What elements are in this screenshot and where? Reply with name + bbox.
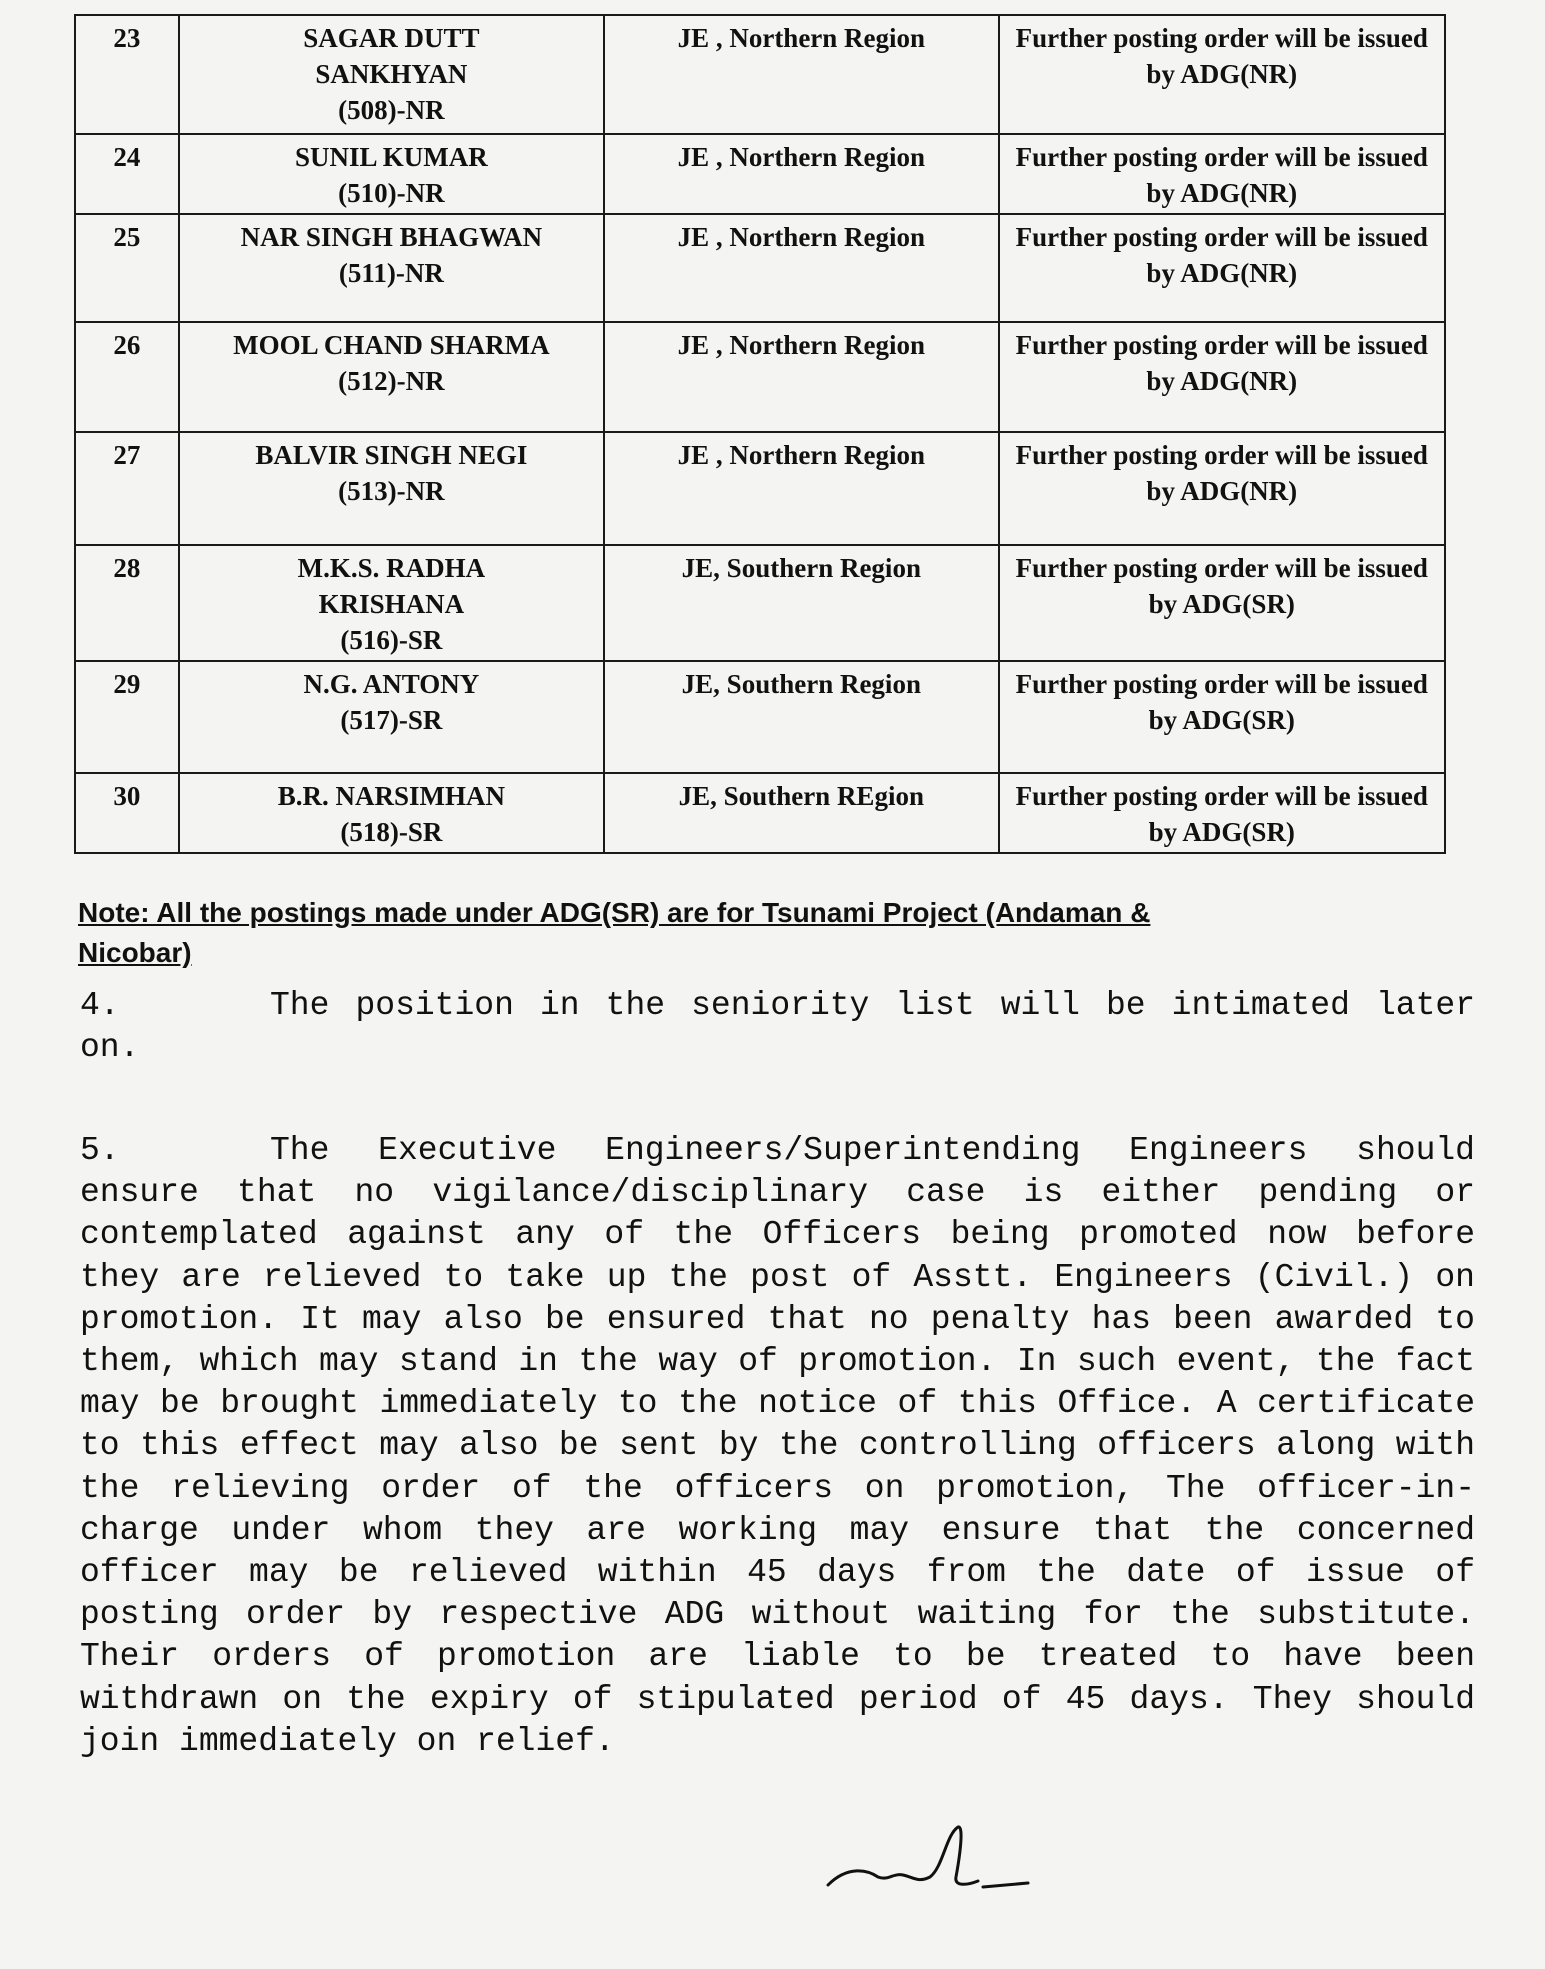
officer-name-cell — [179, 15, 604, 134]
officer-code: (511)-NR — [338, 258, 444, 288]
officer-name-cell — [179, 322, 604, 432]
post-cell: JE , Northern Region — [604, 322, 999, 432]
row-number: 24 — [75, 134, 179, 214]
row-number: 27 — [75, 432, 179, 545]
officer-name-cell — [179, 134, 604, 214]
officer-code: (510)-NR — [338, 178, 445, 208]
row-number: 28 — [75, 545, 179, 661]
post-cell: JE, Southern Region — [604, 661, 999, 773]
officer-name: BALVIR SINGH NEGI — [255, 440, 528, 470]
table-row — [75, 214, 1445, 322]
row-number: 25 — [75, 214, 179, 322]
post-cell: JE , Northern Region — [604, 134, 999, 214]
officer-code: (517)-SR — [340, 705, 443, 735]
row-number: 23 — [75, 15, 179, 134]
post-cell: JE, Southern REgion — [604, 773, 999, 853]
remark-cell: Further posting order will be issued by ADG(NR) — [999, 322, 1445, 432]
paragraph-number: 4. — [80, 987, 120, 1024]
officer-name: M.K.S. RADHA KRISHANA — [297, 553, 486, 619]
officer-name-cell — [179, 214, 604, 322]
remark-cell: Further posting order will be issued by ADG(NR) — [999, 134, 1445, 214]
officer-name: SUNIL KUMAR — [294, 142, 488, 172]
officer-code: (512)-NR — [338, 366, 445, 396]
officer-code: (516)-SR — [340, 625, 443, 655]
post-cell: JE , Northern Region — [604, 214, 999, 322]
remark-cell: Further posting order will be issued by ADG(SR) — [999, 773, 1445, 853]
officer-name: SAGAR DUTT SANKHYAN — [303, 23, 480, 89]
officer-code: (518)-SR — [340, 817, 443, 847]
officer-name-cell — [179, 773, 604, 853]
officer-name: NAR SINGH BHAGWAN — [240, 222, 543, 252]
tsunami-project-note: Note: All the postings made under ADG(SR) are for Tsunami Project (Andaman & Nicobar) — [78, 897, 1151, 968]
officer-name-cell — [179, 432, 604, 545]
paragraph-5 — [80, 1130, 1475, 1763]
paragraph-text: The position in the seniority list will be intimated later on. — [80, 987, 1475, 1067]
row-number: 29 — [75, 661, 179, 773]
table-row — [75, 545, 1445, 661]
postings-table-body — [75, 15, 1445, 853]
paragraph-4 — [80, 985, 1475, 1069]
officer-name: B.R. NARSIMHAN — [277, 781, 505, 811]
officer-name-cell — [179, 545, 604, 661]
row-number: 26 — [75, 322, 179, 432]
remark-cell: Further posting order will be issued by ADG(NR) — [999, 432, 1445, 545]
officer-name: MOOL CHAND SHARMA — [233, 330, 550, 360]
remark-cell: Further posting order will be issued by ADG(NR) — [999, 214, 1445, 322]
officer-name: N.G. ANTONY — [303, 669, 480, 699]
table-row — [75, 15, 1445, 134]
table-row — [75, 322, 1445, 432]
handwritten-signature — [818, 1815, 1048, 1905]
post-cell: JE, Southern Region — [604, 545, 999, 661]
remark-cell: Further posting order will be issued by ADG(NR) — [999, 15, 1445, 134]
table-row — [75, 134, 1445, 214]
table-row — [75, 773, 1445, 853]
table-row — [75, 661, 1445, 773]
paragraph-text: The Executive Engineers/Superintending Engineers should ensure that no vigilance/disciplinary case is either pending or contemplated against any of the Officers being promoted now before they are relieved to take up the post of Asstt. Engineers (Civil.) on promotion. It may also be ensured that no penalty has been awarded to them, which may stand in the way of promotion. In such event, the fact may be brought immediately to the notice of this Office. A certificate to this effect may also be sent by the controlling officers along with the relieving order of the officers on promotion, The officer-in-charge under whom they are working may ensure that the concerned officer may be relieved within 45 days from the date of issue of posting order by respective ADG without waiting for the substitute. Their orders of promotion are liable to be treated to have been withdrawn on the expiry of stipulated period of 45 days. They should join immediately on relief. — [80, 1132, 1475, 1760]
remark-cell: Further posting order will be issued by ADG(SR) — [999, 545, 1445, 661]
paragraph-number: 5. — [80, 1132, 120, 1169]
officer-name-cell — [179, 661, 604, 773]
postings-table — [74, 14, 1446, 854]
post-cell: JE , Northern Region — [604, 15, 999, 134]
table-row — [75, 432, 1445, 545]
officer-code: (508)-NR — [338, 95, 445, 125]
row-number: 30 — [75, 773, 179, 853]
post-cell: JE , Northern Region — [604, 432, 999, 545]
remark-cell: Further posting order will be issued by ADG(SR) — [999, 661, 1445, 773]
officer-code: (513)-NR — [338, 476, 445, 506]
